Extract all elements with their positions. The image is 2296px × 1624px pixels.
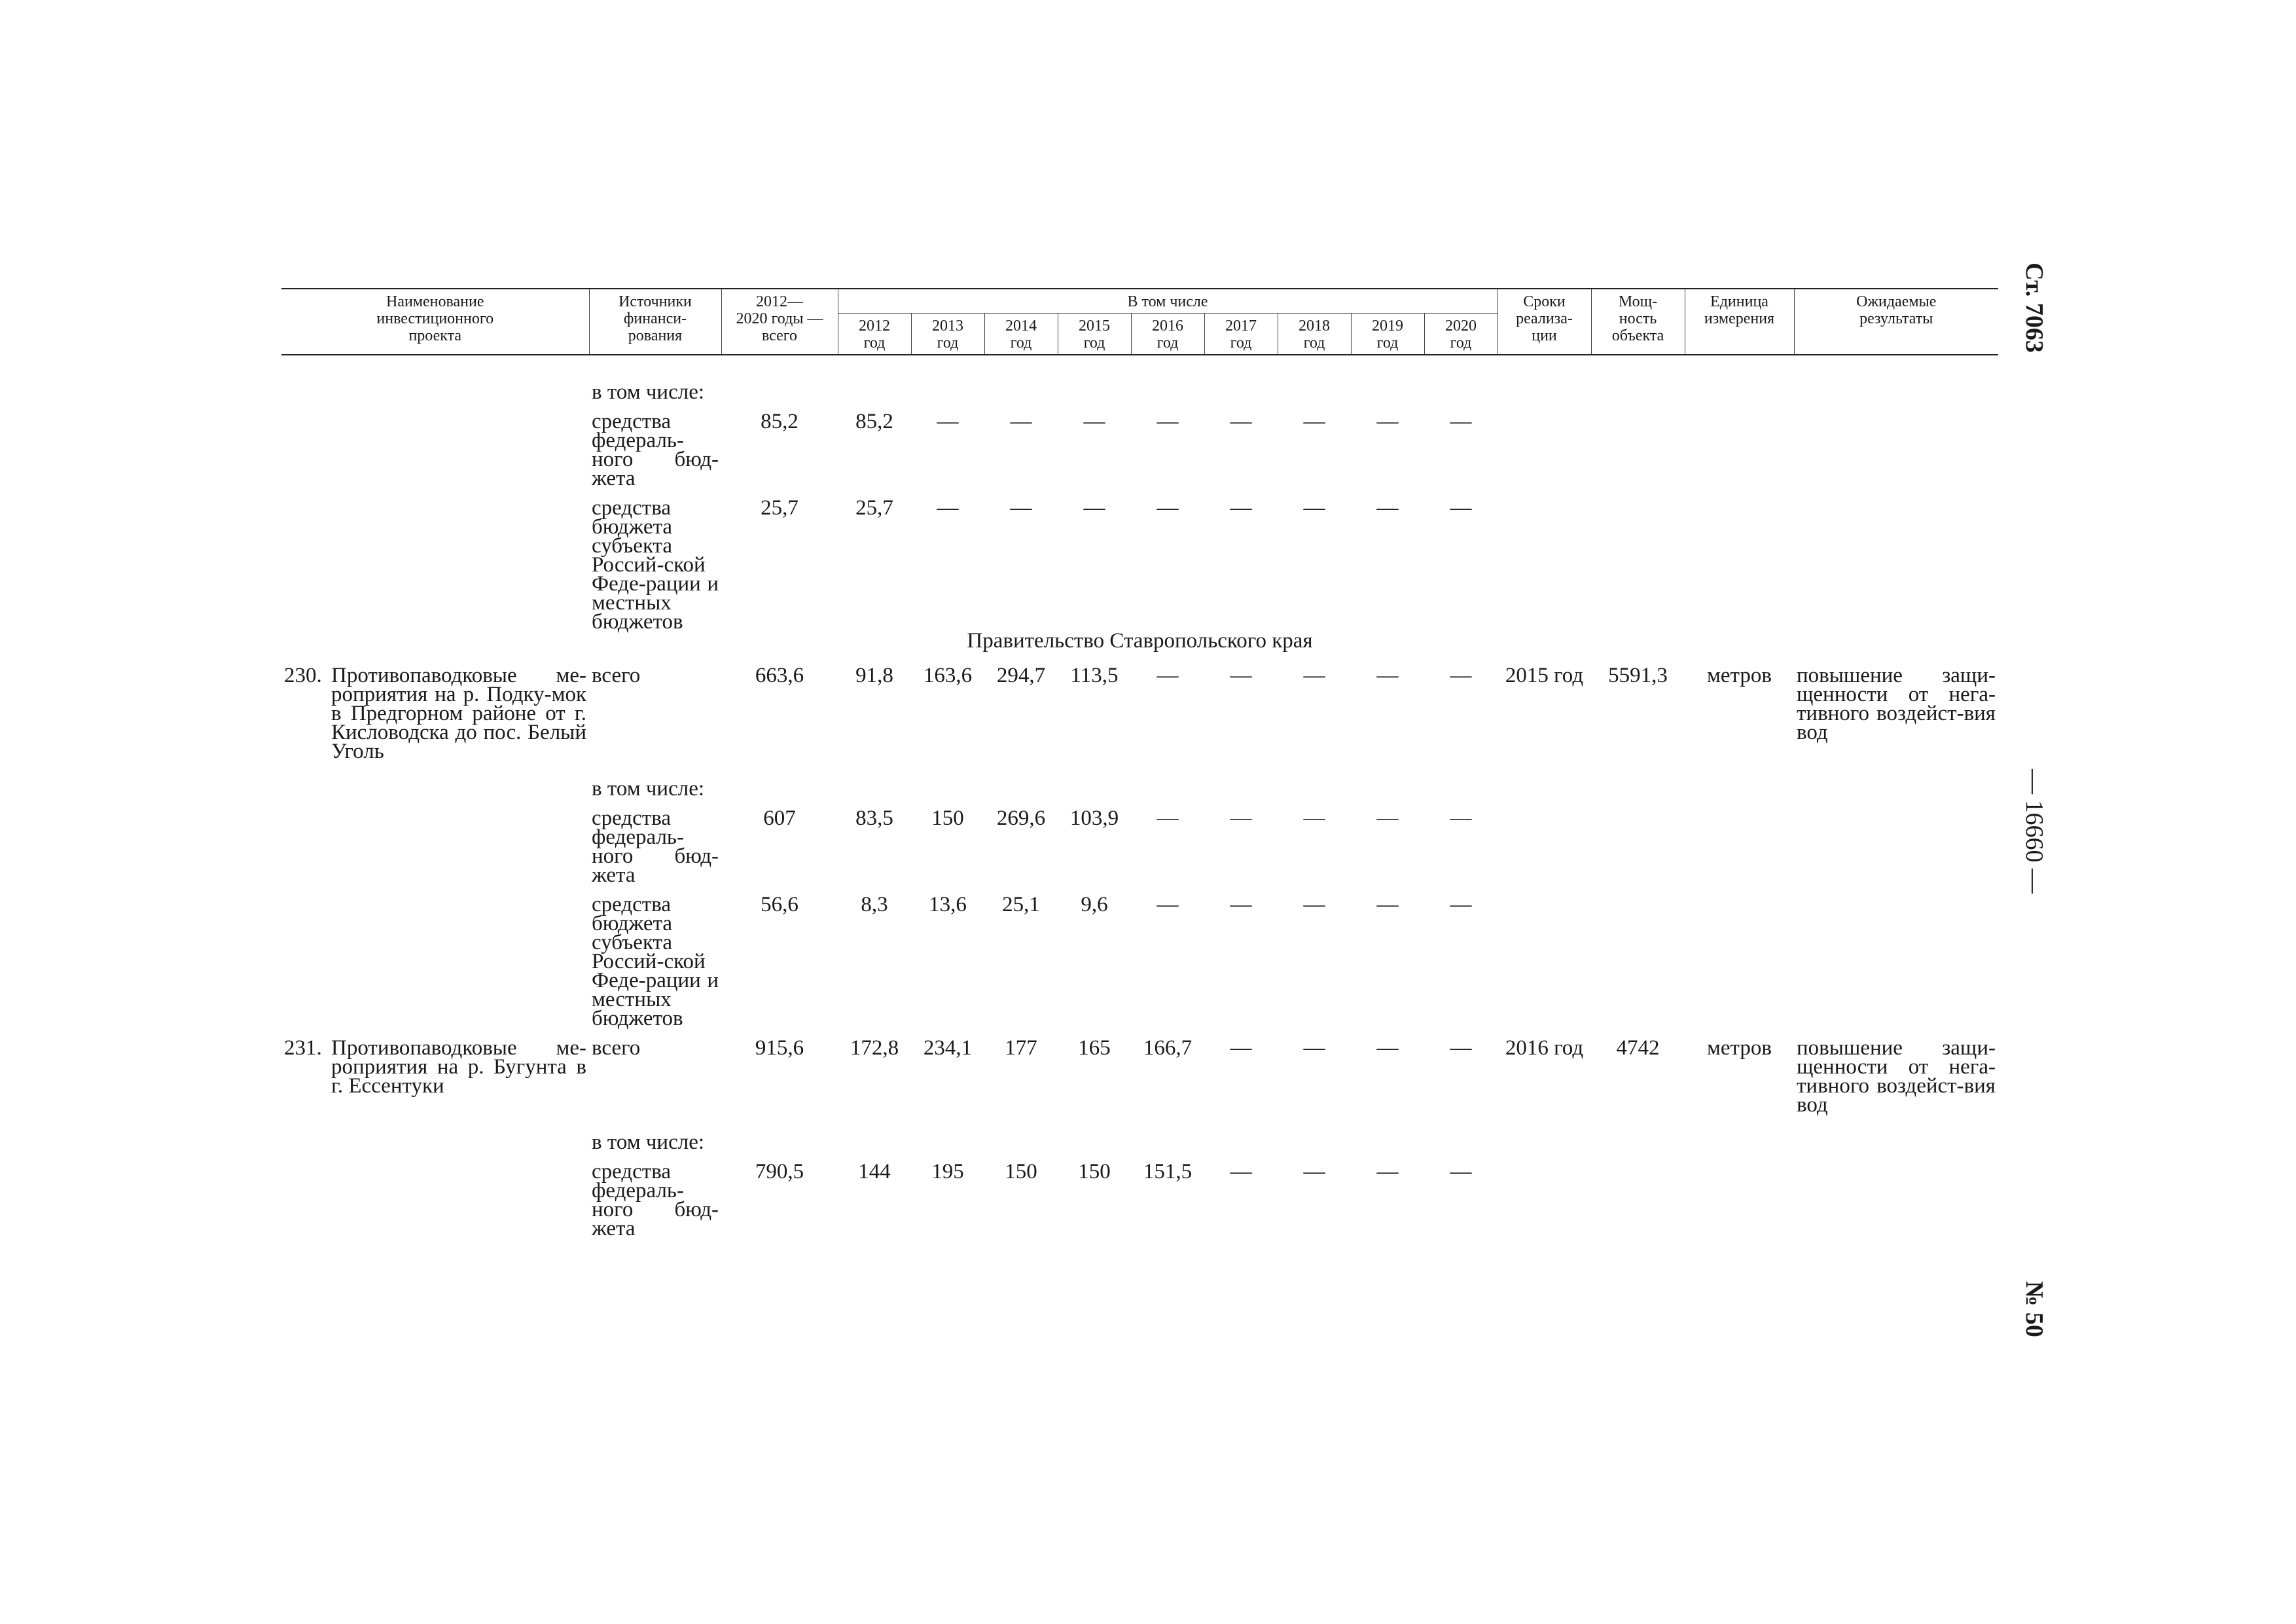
including-label: в том числе: [592,777,705,801]
year-value: 151,5 [1143,1160,1193,1183]
year-value: 195 [931,1160,964,1183]
year-value: — [1376,496,1399,520]
year-value: — [1376,664,1399,687]
table-row [281,488,1998,632]
year-value: — [1376,806,1399,830]
total-value: 663,6 [755,664,804,687]
total-value: 25,7 [761,496,798,520]
table-row [281,651,1998,761]
table-row [281,1152,1998,1238]
funding-source: средства бюджета субъекта Россий-ской Феде-рации и местных бюджетов [592,893,719,1030]
year-value: — [1450,806,1472,830]
table-row [281,355,1998,402]
year-value: 163,6 [923,664,973,687]
year-value: 83,5 [855,806,893,830]
page-number: — 16660 — [2020,769,2048,893]
total-value: 85,2 [761,410,798,433]
year-value: — [1450,1036,1472,1060]
header-year: 2017 год [1204,314,1278,355]
project-number: 231. [284,1036,322,1060]
measurement-unit: метров [1707,1036,1772,1060]
year-value: — [1450,893,1472,916]
document-page [281,288,1996,1240]
year-value: — [1230,1036,1252,1060]
year-value: 9,6 [1081,893,1108,916]
total-value: 607 [763,806,796,830]
year-value: 85,2 [855,410,893,433]
header-year: 2016 год [1131,314,1204,355]
table-row [281,1028,1998,1115]
year-value: — [937,496,959,520]
year-value: 150 [931,806,964,830]
year-value: 294,7 [996,664,1046,687]
year-value: — [1450,664,1472,687]
year-value: — [1303,1036,1325,1060]
project-name: Противопаводковые ме-роприятия на р. Подку-мок в Предгорном районе от г. Кисловодска до пос. Белый Уголь [331,664,586,763]
header-year: 2015 год [1058,314,1131,355]
table-row [281,402,1998,488]
year-value: 91,8 [855,664,893,687]
implementation-term: 2016 год [1505,1036,1584,1060]
year-value: — [1230,806,1252,830]
header-year: 2019 год [1351,314,1424,355]
object-capacity: 5591,3 [1608,664,1668,687]
year-value: — [1157,893,1179,916]
year-value: — [1303,806,1325,830]
year-value: — [1376,893,1399,916]
year-value: 165 [1078,1036,1111,1060]
funding-source: всего [592,664,641,687]
year-value: 144 [858,1160,891,1183]
total-value: 56,6 [761,893,798,916]
year-value: — [1303,410,1325,433]
investment-projects-table [281,288,1998,1238]
year-value: — [1303,893,1325,916]
table-row [281,1115,1998,1152]
year-value: 25,7 [855,496,893,520]
header-year: 2020 год [1424,314,1498,355]
header-project-name: Наименование инвестиционного проекта [376,293,494,344]
year-value: 25,1 [1002,893,1040,916]
header-total: 2012— 2020 годы — всего [721,289,838,355]
year-value: — [1450,410,1472,433]
year-value: — [1083,410,1105,433]
year-value: — [1157,664,1179,687]
year-value: 8,3 [861,893,888,916]
year-value: — [1010,410,1032,433]
article-number: Ст. 7063 [2020,262,2048,353]
header-terms: Сроки реализа- ции [1498,289,1591,355]
year-value: — [937,410,959,433]
header-year: 2018 год [1278,314,1351,355]
header-year: 2014 год [984,314,1058,355]
year-value: 166,7 [1143,1036,1193,1060]
object-capacity: 4742 [1616,1036,1660,1060]
year-value: — [1230,893,1252,916]
year-value: — [1303,1160,1325,1183]
year-value: — [1157,806,1179,830]
year-value: 103,9 [1069,806,1119,830]
header-including: В том числе [838,289,1498,314]
year-value: 113,5 [1070,664,1119,687]
header-capacity: Мощ- ность объекта [1591,289,1685,355]
table-row [281,885,1998,1028]
year-value: 150 [1005,1160,1037,1183]
year-value: — [1303,664,1325,687]
year-value: — [1083,496,1105,520]
year-value: — [1230,410,1252,433]
section-title: Правительство Ставропольского края [967,629,1313,653]
header-funding-source: Источники финанси- рования [589,289,721,355]
table-row [281,761,1998,799]
project-number: 230. [284,664,322,687]
project-name-cell [281,1028,589,1115]
measurement-unit: метров [1707,664,1772,687]
year-value: — [1450,496,1472,520]
table-header [281,289,1998,355]
year-value: — [1376,410,1399,433]
year-value: 13,6 [929,893,967,916]
year-value: 234,1 [923,1036,973,1060]
expected-results: повышение защи-щенности от нега-тивного воздейст-вия вод [1797,664,1996,744]
year-value: 172,8 [850,1036,899,1060]
funding-source: средства федераль-ного бюд-жета [592,1160,719,1240]
total-value: 790,5 [755,1160,804,1183]
issue-number: № 50 [2020,1281,2048,1337]
year-value: — [1230,496,1252,520]
including-label: в том числе: [592,380,705,404]
implementation-term: 2015 год [1505,664,1584,687]
funding-source: средства федераль-ного бюд-жета [592,410,719,490]
expected-results: повышение защи-щенности от нега-тивного воздейст-вия вод [1797,1036,1996,1117]
project-name: Противопаводковые ме-роприятия на р. Бугунта в г. Ессентуки [331,1036,586,1098]
header-unit: Единица измерения [1685,289,1794,355]
including-label: в том числе: [592,1130,705,1154]
header-results: Ожидаемые результаты [1794,289,1998,355]
header-year: 2012 год [838,314,911,355]
funding-source: всего [592,1036,641,1060]
year-value: — [1230,1160,1252,1183]
year-value: — [1303,496,1325,520]
year-value: — [1376,1036,1399,1060]
project-name-cell [281,651,589,761]
year-value: — [1157,410,1179,433]
funding-source: средства бюджета субъекта Россий-ской Феде-рации и местных бюджетов [592,496,719,634]
year-value: 150 [1078,1160,1111,1183]
year-value: — [1376,1160,1399,1183]
year-value: — [1157,496,1179,520]
year-value: 269,6 [996,806,1046,830]
year-value: — [1230,664,1252,687]
header-year: 2013 год [911,314,984,355]
year-value: — [1450,1160,1472,1183]
year-value: — [1010,496,1032,520]
table-row [281,632,1998,651]
year-value: 177 [1005,1036,1037,1060]
total-value: 915,6 [755,1036,804,1060]
funding-source: средства федераль-ного бюд-жета [592,806,719,887]
table-row [281,799,1998,885]
